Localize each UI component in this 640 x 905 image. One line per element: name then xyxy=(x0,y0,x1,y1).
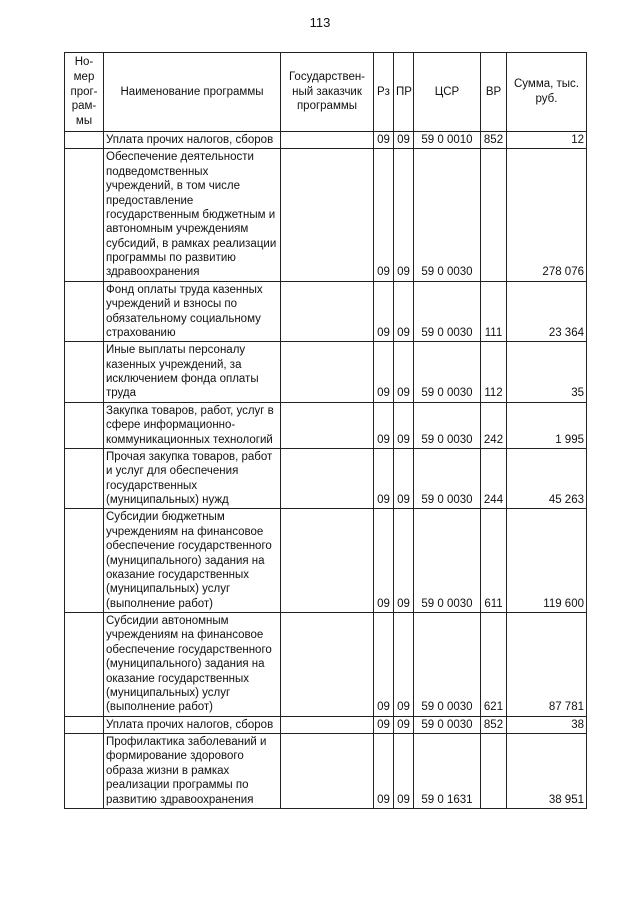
table-row xyxy=(65,613,587,717)
cell-num xyxy=(65,734,104,809)
cell-customer xyxy=(281,132,374,149)
cell-customer xyxy=(281,734,374,809)
cell-rz: 09 xyxy=(374,132,394,149)
cell-vr: 611 xyxy=(481,509,507,613)
cell-name: Профилактика заболеваний и формирование здорового образа жизни в рамках реализации программы по развитию здравоохранения xyxy=(104,734,281,809)
cell-num xyxy=(65,281,104,342)
cell-vr: 621 xyxy=(481,613,507,717)
cell-pr: 09 xyxy=(394,448,414,509)
cell-name: Уплата прочих налогов, сборов xyxy=(104,716,281,733)
cell-csr: 59 0 0030 xyxy=(414,716,481,733)
cell-rz: 09 xyxy=(374,342,394,403)
table-row xyxy=(65,132,587,149)
cell-csr: 59 0 0010 xyxy=(414,132,481,149)
cell-name: Уплата прочих налогов, сборов xyxy=(104,132,281,149)
cell-vr: 242 xyxy=(481,402,507,448)
header-pr: ПР xyxy=(394,53,414,132)
cell-pr: 09 xyxy=(394,402,414,448)
cell-pr: 09 xyxy=(394,734,414,809)
cell-csr: 59 0 0030 xyxy=(414,613,481,717)
cell-pr: 09 xyxy=(394,613,414,717)
cell-rz: 09 xyxy=(374,149,394,281)
table-row xyxy=(65,448,587,509)
header-rz: Рз xyxy=(374,53,394,132)
header-sum: Сумма, тыс. руб. xyxy=(507,53,587,132)
cell-customer xyxy=(281,509,374,613)
cell-num xyxy=(65,613,104,717)
table-row xyxy=(65,716,587,733)
cell-csr: 59 0 0030 xyxy=(414,149,481,281)
cell-num xyxy=(65,132,104,149)
cell-rz: 09 xyxy=(374,448,394,509)
cell-customer xyxy=(281,448,374,509)
cell-sum: 1 995 xyxy=(507,402,587,448)
cell-name: Иные выплаты персоналу казенных учреждений, за исключением фонда оплаты труда xyxy=(104,342,281,403)
cell-pr: 09 xyxy=(394,716,414,733)
cell-num xyxy=(65,402,104,448)
cell-csr: 59 0 0030 xyxy=(414,281,481,342)
cell-csr: 59 0 0030 xyxy=(414,509,481,613)
cell-num xyxy=(65,716,104,733)
cell-sum: 87 781 xyxy=(507,613,587,717)
cell-sum: 12 xyxy=(507,132,587,149)
cell-rz: 09 xyxy=(374,734,394,809)
cell-name: Субсидии автономным учреждениям на финансовое обеспечение государственного (муниципального) задания на оказание государственных (муниципальных) услуг (выполнение работ) xyxy=(104,613,281,717)
cell-customer xyxy=(281,402,374,448)
cell-vr: 852 xyxy=(481,132,507,149)
cell-sum: 23 364 xyxy=(507,281,587,342)
cell-vr xyxy=(481,734,507,809)
cell-num xyxy=(65,448,104,509)
cell-sum: 38 951 xyxy=(507,734,587,809)
table-row xyxy=(65,734,587,809)
cell-rz: 09 xyxy=(374,716,394,733)
table-row xyxy=(65,281,587,342)
cell-csr: 59 0 0030 xyxy=(414,448,481,509)
cell-rz: 09 xyxy=(374,402,394,448)
cell-pr: 09 xyxy=(394,149,414,281)
cell-vr: 112 xyxy=(481,342,507,403)
cell-rz: 09 xyxy=(374,509,394,613)
cell-pr: 09 xyxy=(394,132,414,149)
cell-name: Обеспечение деятельности подведомственных учреждений, в том числе предоставление государственным бюджетным и автономным учреждениям субсидий, в рамках реализации программы по развитию здравоохранения xyxy=(104,149,281,281)
cell-customer xyxy=(281,716,374,733)
cell-vr: 852 xyxy=(481,716,507,733)
table-row xyxy=(65,342,587,403)
cell-rz: 09 xyxy=(374,613,394,717)
cell-pr: 09 xyxy=(394,509,414,613)
cell-rz: 09 xyxy=(374,281,394,342)
cell-pr: 09 xyxy=(394,342,414,403)
budget-table xyxy=(64,52,587,809)
table-row xyxy=(65,149,587,281)
cell-customer xyxy=(281,613,374,717)
cell-sum: 119 600 xyxy=(507,509,587,613)
cell-csr: 59 0 0030 xyxy=(414,402,481,448)
header-vr: ВР xyxy=(481,53,507,132)
cell-vr xyxy=(481,149,507,281)
cell-num xyxy=(65,509,104,613)
cell-sum: 38 xyxy=(507,716,587,733)
header-program-name: Наименование программы xyxy=(104,53,281,132)
cell-csr: 59 0 0030 xyxy=(414,342,481,403)
cell-name: Фонд оплаты труда казенных учреждений и взносы по обязательному социальному страхованию xyxy=(104,281,281,342)
page-number: 113 xyxy=(309,15,331,30)
cell-customer xyxy=(281,342,374,403)
cell-customer xyxy=(281,149,374,281)
cell-vr: 244 xyxy=(481,448,507,509)
cell-sum: 278 076 xyxy=(507,149,587,281)
table-row xyxy=(65,402,587,448)
cell-num xyxy=(65,342,104,403)
cell-sum: 35 xyxy=(507,342,587,403)
cell-sum: 45 263 xyxy=(507,448,587,509)
cell-name: Прочая закупка товаров, работ и услуг для обеспечения государственных (муниципальных) нужд xyxy=(104,448,281,509)
header-program-number: Но-мер прог-рам-мы xyxy=(65,53,104,132)
cell-vr: 111 xyxy=(481,281,507,342)
cell-csr: 59 0 1631 xyxy=(414,734,481,809)
cell-customer xyxy=(281,281,374,342)
cell-num xyxy=(65,149,104,281)
header-state-customer: Государствен-ный заказчик программы xyxy=(281,53,374,132)
table-row xyxy=(65,509,587,613)
cell-pr: 09 xyxy=(394,281,414,342)
cell-name: Субсидии бюджетным учреждениям на финансовое обеспечение государственного (муниципального) задания на оказание государственных (муниципальных) услуг (выполнение работ) xyxy=(104,509,281,613)
table-header-row xyxy=(65,53,587,132)
cell-name: Закупка товаров, работ, услуг в сфере информационно-коммуникационных технологий xyxy=(104,402,281,448)
header-csr: ЦСР xyxy=(414,53,481,132)
